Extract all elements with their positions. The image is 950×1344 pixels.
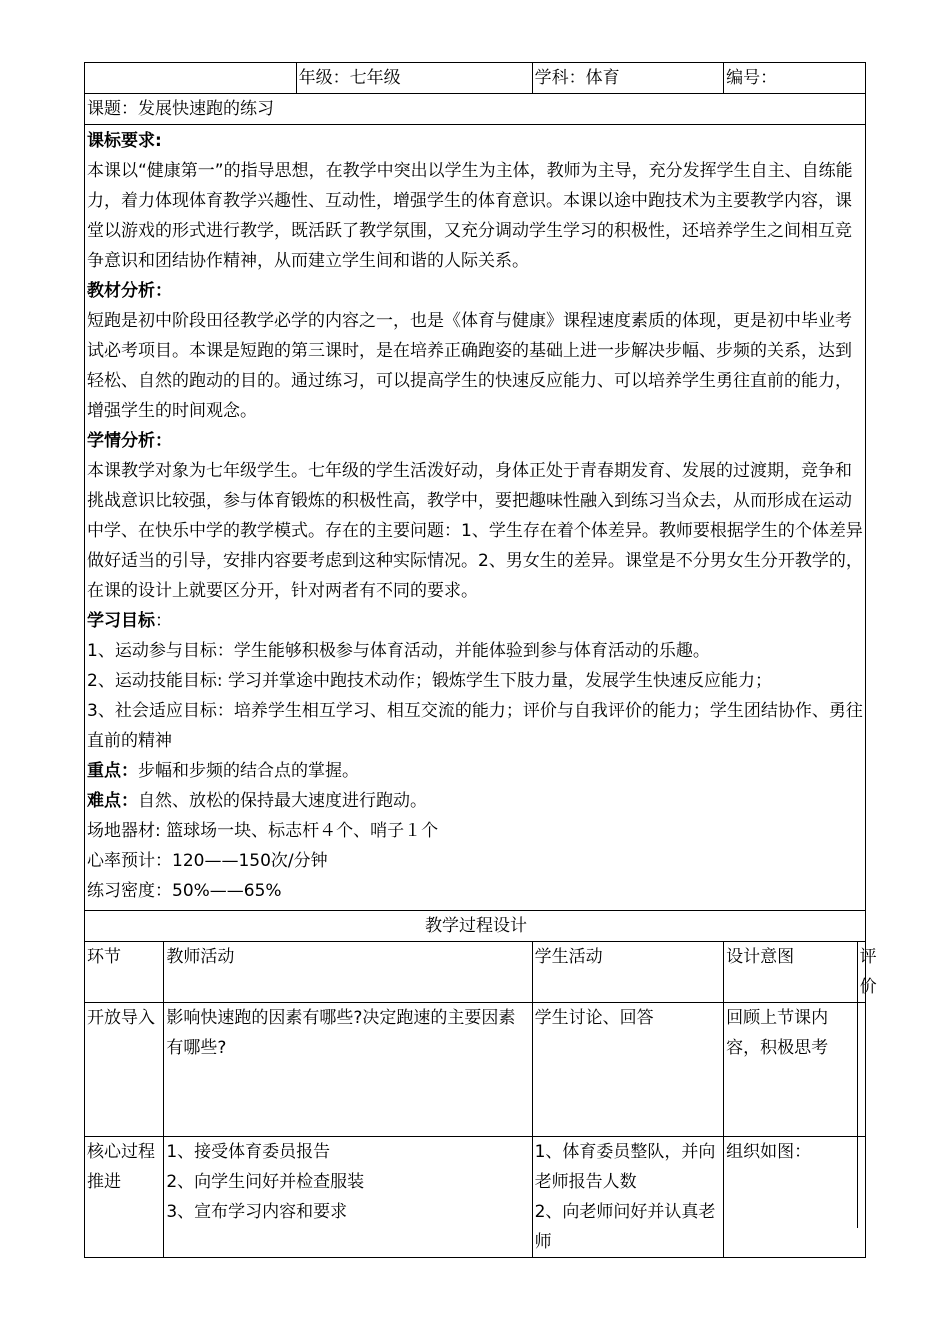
curriculum-text: 本课以“健康第一”的指导思想，在教学中突出以学生为主体，教师为主导，充分发挥学生自主、自练能力，着力体现体育教学兴趣性、互动性，增强学生的体育意识。本课以途中跑技术为主要教学内容，课堂以游戏的形式进行教学，既活跃了教学氛围，又充分调动学生学习的积极性，还培养学生之间相互竞争意识和团结协作精神，从而建立学生间和谐的人际关系。 <box>87 161 853 271</box>
header-row <box>85 63 866 94</box>
process-title-row <box>85 911 866 942</box>
lesson-title-row <box>85 94 866 125</box>
objective-item: 2、运动技能目标: 学习并掌途中跑技术动作；锻炼学生下肢力量，发展学生快速反应能力； <box>87 671 772 691</box>
equipment-line: 场地器材: 篮球场一块、标志杆４个、哨子１个 <box>87 821 439 841</box>
objective-item: 3、社会适应目标：培养学生相互学习、相互交流的能力；评价与自我评价的能力；学生团结协作、勇往直前的精神 <box>87 701 863 751</box>
column-header-student: 学生活动 <box>532 942 724 1003</box>
process-row <box>85 1003 866 1137</box>
intent-eval-inner <box>724 1003 865 1136</box>
teacher-activity-cell: 影响快速跑的因素有哪些?决定跑速的主要因素有哪些? <box>164 1003 532 1137</box>
column-header-eval: 评价 <box>859 947 877 997</box>
lesson-plan-table <box>84 62 877 1258</box>
stage-cell: 核心过程推进 <box>85 1137 164 1258</box>
objective-item: 1、运动参与目标：学生能够积极参与体育活动，并能体验到参与体育活动的乐趣。 <box>87 641 710 661</box>
intent-eval-inner <box>724 1137 865 1228</box>
overview-row <box>85 125 866 911</box>
process-row <box>85 1137 866 1258</box>
teacher-activity-cell: 1、接受体育委员报告 2、向学生问好并检查服装 3、宣布学习内容和要求 <box>164 1137 532 1258</box>
difficulty-text: 自然、放松的保持最大速度进行跑动。 <box>138 791 427 811</box>
overview-cell <box>85 125 866 911</box>
objectives-colon: ： <box>155 611 172 631</box>
student-activity-cell: 1、体育委员整队，并向老师报告人数 2、向老师问好并认真老师 <box>532 1137 724 1258</box>
intent-eval-header <box>724 942 877 1002</box>
design-intent-cell: 回顾上节课内容，积极思考 <box>724 1003 857 1136</box>
difficulty-line <box>87 786 865 816</box>
students-text: 本课教学对象为七年级学生。七年级的学生活泼好动，身体正处于青春期发育、发展的过渡期，竞争和挑战意识比较强，参与体育锻炼的积极性高，教学中，要把趣味性融入到练习当众去，从而形成在运动中学、在快乐中学的教学模式。存在的主要问题：1、学生存在着个体差异。教师要根据学生的个体差异做好适当的引导，安排内容要考虑到这种实际情况。2、男女生的差异。课堂是不分男女生分开教学的，在课的设计上就要区分开，针对两者有不同的要求。 <box>87 461 863 601</box>
material-heading: 教材分析： <box>87 281 172 301</box>
process-header-row <box>85 942 866 1003</box>
key-point-line <box>87 756 865 786</box>
subject-cell: 学科：体育 <box>532 63 724 94</box>
grade-cell: 年级：七年级 <box>296 63 532 94</box>
student-activity-cell: 学生讨论、回答 <box>532 1003 724 1137</box>
curriculum-heading: 课标要求: <box>87 131 162 151</box>
column-header-intent: 设计意图 <box>724 942 857 1002</box>
heart-rate-line: 心率预计：120——150次/分钟 <box>87 851 328 871</box>
key-point-label: 重点： <box>87 761 138 781</box>
objectives-heading: 学习目标 <box>87 611 155 631</box>
density-line: 练习密度：50%——65% <box>87 881 282 901</box>
header-blank-cell <box>85 63 297 94</box>
difficulty-label: 难点： <box>87 791 138 811</box>
lesson-title: 课题：发展快速跑的练习 <box>85 94 866 125</box>
evaluation-cell <box>857 1003 865 1136</box>
lesson-plan-page <box>84 62 877 1258</box>
column-header-stage: 环节 <box>85 942 164 1003</box>
column-header-intent-eval <box>724 942 877 1003</box>
students-heading: 学情分析： <box>87 431 172 451</box>
key-point-text: 步幅和步频的结合点的掌握。 <box>138 761 359 781</box>
evaluation-cell <box>857 1137 865 1228</box>
intent-eval-cell <box>724 1003 866 1137</box>
process-title: 教学过程设计 <box>85 911 866 942</box>
objectives-heading-line <box>87 606 865 636</box>
design-intent-cell: 组织如图： <box>724 1137 857 1228</box>
column-header-teacher: 教师活动 <box>164 942 532 1003</box>
stage-cell: 开放导入 <box>85 1003 164 1137</box>
material-text: 短跑是初中阶段田径教学必学的内容之一，也是《体育与健康》课程速度素质的体现，更是初中毕业考试必考项目。本课是短跑的第三课时，是在培养正确跑姿的基础上进一步解决步幅、步频的关系，达到轻松、自然的跑动的目的。通过练习，可以提高学生的快速反应能力、可以培养学生勇往直前的能力，增强学生的时间观念。 <box>87 311 852 421</box>
intent-eval-cell <box>724 1137 866 1258</box>
number-cell: 编号： <box>724 63 866 94</box>
